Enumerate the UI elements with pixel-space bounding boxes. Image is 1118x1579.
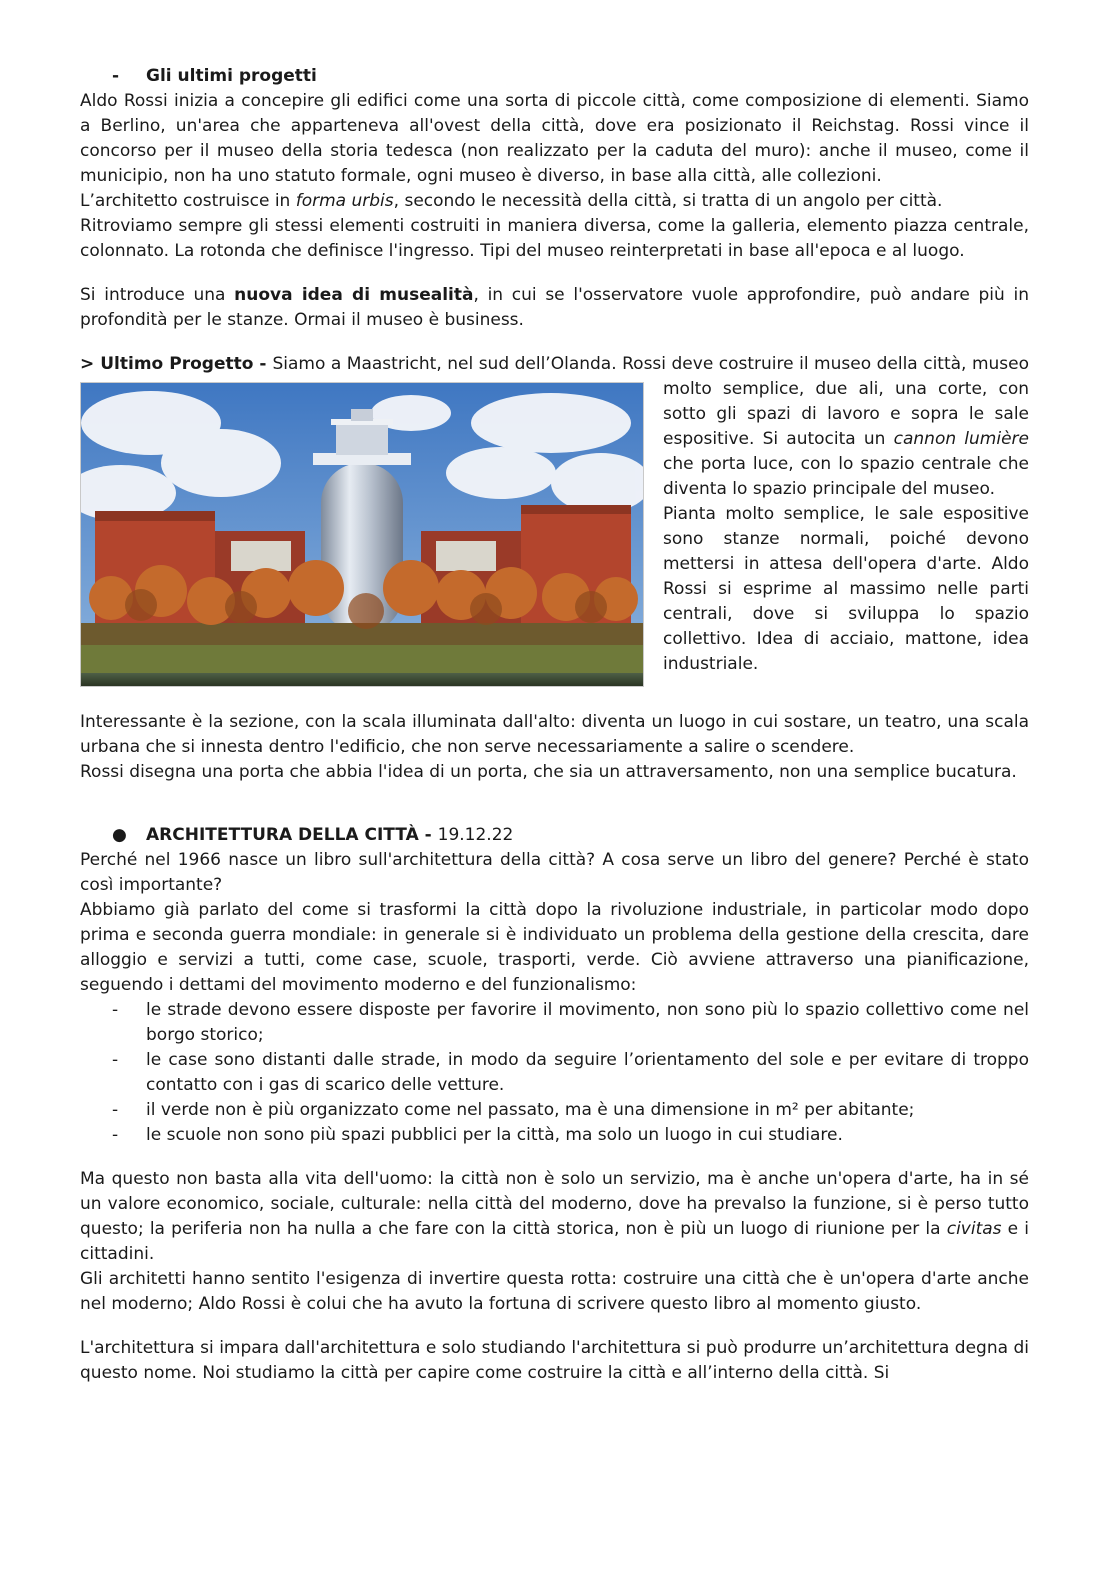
paragraph-forma-urbis: L’architetto costruisce in forma urbis, secondo le necessità della città, si tratta di un angolo per città. [80, 191, 943, 211]
list-item: - le scuole non sono più spazi pubblici per la città, ma solo un luogo in cui studiare. [112, 1125, 843, 1145]
emphasis-cannon-lumiere: cannon lumière [893, 429, 1029, 449]
list-item: - le strade devono essere disposte per favorire il movimento, non sono più lo spazio collettivo come nel borgo storico; [112, 1000, 1029, 1045]
paragraph-rivoluzione: Abbiamo già parlato del come si trasformi la città dopo la rivoluzione industriale, in particolar modo dopo prima e seconda guerra mondiale: in generale si è individuato un problema della gestione della crescita, dare alloggio e servizi a tutti, come case, scuole, trasporti, verde. Ciò avviene attraverso una pianificazione, seguendo i dettami del movimento moderno e del funzionalismo: [80, 900, 1029, 995]
list-item: - il verde non è più organizzato come nel passato, ma è una dimensione in m² per abitante; [112, 1100, 915, 1120]
document-page [80, 64, 1029, 1386]
bold-nuova-idea: nuova idea di musealità [234, 285, 474, 305]
section-heading-ultimi-progetti [80, 64, 1029, 89]
paragraph-vita-uomo: Ma questo non basta alla vita dell'uomo: la città non è solo un servizio, ma è anche un'opera d'arte, ha in sé un valore economico, sociale, culturale: nella città del moderno, dove ha prevalso la funzione, si è perso tutto questo; la periferia non ha nulla a che fare con la città storica, non è più un luogo di riunione per la civitas e i cittadini. [80, 1169, 1029, 1264]
section-heading-architettura-citta [80, 823, 1029, 848]
list-item: - le case sono distanti dalle strade, in modo da seguire l’orientamento del sole e per evitare di troppo contatto con i gas di scarico delle vetture. [112, 1050, 1029, 1095]
paragraph-porta: Rossi disegna una porta che abbia l'idea di un porta, che sia un attraversamento, non una semplice bucatura. [80, 762, 1017, 782]
paragraph-architetti: Gli architetti hanno sentito l'esigenza di invertire questa rotta: costruire una città che è un'opera d'arte anche nel moderno; Aldo Rossi è colui che ha avuto la fortuna di scrivere questo libro al momento giusto. [80, 1269, 1029, 1314]
emphasis-civitas: civitas [946, 1219, 1002, 1239]
section-title: Gli ultimi progetti [146, 66, 317, 86]
museum-photo [80, 382, 644, 687]
paragraph-pianta: Pianta molto semplice, le sale espositive sono stanze normali, poiché devono mettersi in attesa dell'opera d'arte. Aldo Rossi si esprime al massimo nelle parti centrali, dove si sviluppa lo spazio collettivo. Idea di acciaio, mattone, idea industriale. [663, 504, 1029, 674]
maastricht-block [80, 352, 1029, 677]
bullet-marker: ● [112, 825, 127, 845]
bold-ultimo-progetto: > Ultimo Progetto - [80, 354, 273, 374]
paragraph-elementi: Ritroviamo sempre gli stessi elementi costruiti in maniera diversa, come la galleria, elemento piazza centrale, colonnato. La rotonda che definisce l'ingresso. Tipi del museo reinterpretati in base all'epoca e al luogo. [80, 216, 1029, 261]
paragraph-musealita: Si introduce una nuova idea di musealità, in cui se l'osservatore vuole approfondire, può andare più in profondità per le stanze. Ormai il museo è business. [80, 285, 1029, 330]
paragraph-maastricht: > Ultimo Progetto - Siamo a Maastricht, nel sud dell’Olanda. Rossi deve costruire il museo della città, museo molto semplice, due ali, una corte, con sotto gli spazi di lavoro e sopra le sale espositive. Si autocita un cannon lumière che porta luce, con lo spazio centrale che diventa lo spazio principale del museo. [80, 352, 1029, 502]
paragraph-sezione: Interessante è la sezione, con la scala illuminata dall'alto: diventa un luogo in cui sostare, un teatro, una scala urbana che si innesta dentro l'edificio, che non serve necessariamente a salire o scendere. [80, 712, 1029, 757]
section-date: 19.12.22 [437, 825, 514, 845]
funzionalismo-list [80, 998, 1029, 1148]
paragraph-berlino: Aldo Rossi inizia a concepire gli edifici come una sorta di piccole città, come composizione di elementi. Siamo a Berlino, un'area che apparteneva all'ovest della città, dove era posizionato il Reichstag. Rossi vince il concorso per il museo della storia tedesca (non realizzato per la caduta del muro): anche il museo, come il municipio, non ha uno statuto formale, ogni museo è diverso, in base alla città, alle collezioni. [80, 91, 1029, 186]
paragraph-architettura-impara: L'architettura si impara dall'architettura e solo studiando l'architettura si può produrre un’architettura degna di questo nome. Noi studiamo la città per capire come costruire la città e all’interno della città. Si [80, 1338, 1029, 1383]
dash-marker: - [112, 66, 120, 86]
section-title: ARCHITETTURA DELLA CITTÀ - [146, 825, 438, 845]
paragraph-1966: Perché nel 1966 nasce un libro sull'architettura della città? A cosa serve un libro del genere? Perché è stato così importante? [80, 850, 1029, 895]
emphasis-forma-urbis: forma urbis [295, 191, 394, 211]
